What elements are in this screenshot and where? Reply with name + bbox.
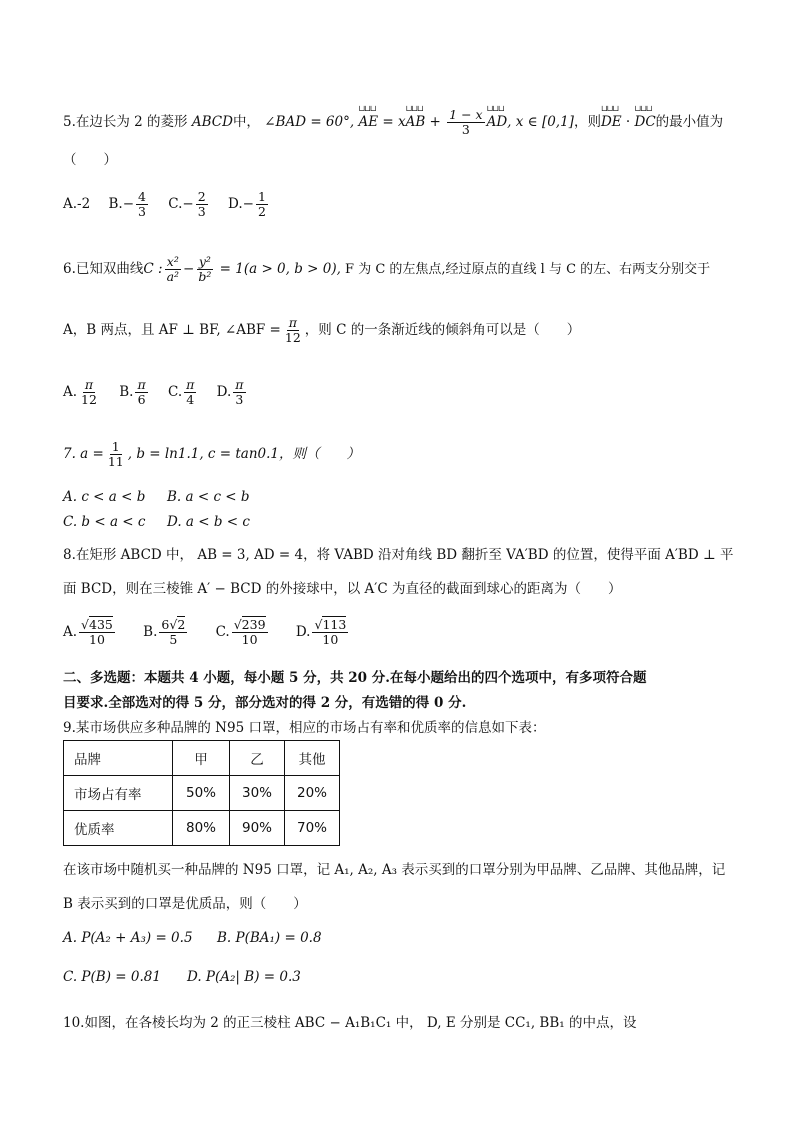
q6-frac-angle bbox=[283, 316, 303, 345]
section2-line2 bbox=[63, 697, 466, 711]
table-cell: 50% bbox=[173, 776, 230, 811]
q6-b-frac bbox=[135, 378, 147, 407]
q5-paren bbox=[63, 154, 117, 168]
q7-num: 1 bbox=[111, 439, 120, 454]
q6-a-pi: π bbox=[84, 377, 94, 392]
q5-vec-ab: ⊔⊔⊔ AB bbox=[406, 116, 426, 130]
q5-c-num: 2 bbox=[197, 189, 206, 204]
q6-b-pi: π bbox=[137, 377, 146, 392]
q8-c-pre: C. bbox=[215, 623, 230, 640]
section2-line2-text: 目要求.全部选对的得 5 分，部分选对的得 2 分，有选错的得 0 分. bbox=[63, 695, 467, 711]
q8-d-den: 10 bbox=[322, 631, 339, 647]
q5-vec-ae: ⊔⊔⊔ AE bbox=[358, 116, 378, 130]
q8-option-b bbox=[143, 618, 189, 647]
q6-c: C : bbox=[143, 260, 163, 277]
q5-options bbox=[63, 190, 284, 219]
q6-option-c bbox=[168, 378, 198, 407]
q8-line1-text: 8.在矩形 ABCD 中， AB = 3, AD = 4，将 VABD 沿对角线 BD 翻折至 VA′BD 的位置，使得平面 A′BD ⊥ 平 bbox=[63, 547, 734, 563]
q9-options-row2 bbox=[63, 971, 315, 985]
q10-stem bbox=[63, 1017, 636, 1031]
table-header-cell: 乙 bbox=[230, 741, 285, 776]
q8-b-pre: B. bbox=[143, 623, 158, 640]
q6-d-den: 3 bbox=[235, 391, 244, 407]
q5-b-pre: B.− bbox=[108, 195, 135, 212]
q6-a2: a² bbox=[166, 268, 180, 284]
q6-c-pi: π bbox=[186, 377, 195, 392]
q8-a-rad: 435 bbox=[89, 617, 113, 632]
q9-table bbox=[63, 740, 340, 846]
q5-d-num: 1 bbox=[257, 189, 266, 204]
q6-c-pre: C. bbox=[167, 383, 183, 400]
q5-plus: + bbox=[425, 113, 446, 130]
q5-d-frac bbox=[256, 190, 268, 219]
q5-fraction bbox=[447, 108, 484, 137]
q8-option-d bbox=[296, 618, 350, 647]
q7-frac bbox=[106, 440, 126, 469]
q10-stem-text: 10.如图，在各棱长均为 2 的正三棱柱 ABC − A₁B₁C₁ 中， D, E 分别是 CC₁, BB₁ 的中点，设 bbox=[63, 1015, 637, 1031]
q7-pre: 7. a = bbox=[63, 445, 104, 462]
q9-option-b: B. P(BA₁) = 0.8 bbox=[217, 930, 322, 946]
q6-b-pre: B. bbox=[119, 383, 134, 400]
q8-option-a bbox=[63, 618, 117, 647]
q6-stem-text: 6.已知双曲线 bbox=[63, 260, 144, 277]
q8-a-pre: A. bbox=[63, 623, 78, 640]
q9-line2 bbox=[63, 864, 725, 878]
q9-line2-text: 在该市场中随机买一种品牌的 N95 口罩，记 A₁, A₂, A₃ 表示买到的口罩分别为甲品牌、乙品牌、其他品牌，记 bbox=[63, 862, 726, 878]
section2-line1-text: 二、多选题：本题共 4 小题，每小题 5 分，共 20 分.在每小题给出的四个选项中，有多项符合题 bbox=[63, 670, 647, 686]
q6-line2 bbox=[63, 316, 580, 345]
table-cell: 20% bbox=[285, 776, 340, 811]
q8-line2-text: 面 BCD，则在三棱锥 A′ − BCD 的外接球中，以 A′C 为直径的截面到球心的距离为（ ） bbox=[63, 581, 622, 597]
q5-dot: · bbox=[621, 113, 635, 130]
q7-option-b: B. a < c < b bbox=[167, 489, 250, 505]
q8-b-frac bbox=[159, 618, 187, 647]
q7-option-d: D. a < b < c bbox=[167, 514, 250, 530]
q6-rest: = 1(a > 0, b > 0), bbox=[215, 260, 341, 277]
table-header-cell: 品牌 bbox=[64, 741, 173, 776]
q8-a-frac bbox=[79, 618, 115, 647]
q6-frac-x bbox=[165, 255, 181, 284]
q8-d-frac bbox=[312, 618, 348, 647]
q9-option-d: D. P(A₂| B) = 0.3 bbox=[187, 969, 301, 985]
q5-shape: ABCD bbox=[191, 113, 233, 130]
q8-a-den: 10 bbox=[89, 631, 105, 647]
q8-c-frac bbox=[232, 618, 268, 647]
table-row bbox=[64, 741, 340, 776]
q7-option-a: A. c < a < b bbox=[63, 489, 146, 505]
q6-pi: π bbox=[288, 315, 297, 330]
q8-d-rad: 113 bbox=[322, 617, 347, 632]
q5-c-den: 3 bbox=[197, 203, 206, 219]
q5-c-pre: C.− bbox=[168, 195, 194, 212]
table-header-cell: 甲 bbox=[173, 741, 230, 776]
q9-line3 bbox=[63, 898, 307, 912]
q9-line3-text: B 表示买到的口罩是优质品，则（ ） bbox=[63, 896, 307, 912]
section2-line1 bbox=[63, 672, 646, 686]
q5-d-den: 2 bbox=[257, 203, 266, 219]
q9-option-c: C. P(B) = 0.81 bbox=[63, 969, 161, 985]
table-cell: 80% bbox=[173, 811, 230, 846]
q8-c-den: 10 bbox=[241, 631, 258, 647]
q8-b-numer: 6√2 bbox=[161, 617, 186, 632]
q6-option-d bbox=[217, 378, 248, 407]
q5-eq: = x bbox=[378, 113, 406, 130]
q6-a-frac bbox=[79, 378, 99, 407]
q8-options bbox=[63, 618, 364, 647]
q6-y2: y² bbox=[198, 254, 211, 269]
q7-stem bbox=[63, 440, 360, 469]
q8-d-numer: √113 bbox=[314, 617, 347, 632]
q5-angle: ∠BAD = 60°, bbox=[264, 113, 355, 130]
q6-option-b bbox=[119, 378, 149, 407]
q8-line1 bbox=[63, 549, 733, 563]
q8-b-coef: 6 bbox=[161, 617, 170, 632]
q8-line2 bbox=[63, 583, 621, 597]
q6-stem bbox=[63, 255, 710, 284]
q6-line2b: ，则 C 的一条渐近线的倾斜角可以是（ ） bbox=[304, 321, 581, 338]
q9-options-row1 bbox=[63, 932, 336, 946]
q6-d-frac bbox=[233, 378, 245, 407]
q8-a-numer: √435 bbox=[81, 617, 113, 632]
q5-option-c bbox=[168, 190, 209, 219]
q6-a-den: 12 bbox=[81, 391, 97, 407]
q7-options-row2 bbox=[63, 516, 264, 530]
q6-x2: x² bbox=[166, 254, 179, 269]
q5-mid: 中， bbox=[232, 113, 260, 130]
table-cell: 70% bbox=[285, 811, 340, 846]
q6-d-pre: D. bbox=[216, 383, 232, 400]
q5-option-a: A.-2 bbox=[63, 195, 91, 212]
q7-option-c: C. b < a < c bbox=[63, 514, 146, 530]
q8-b-den: 5 bbox=[169, 631, 178, 647]
q5-then: ，则 bbox=[573, 113, 601, 130]
q5-domain: , x ∈ [0,1] bbox=[507, 113, 574, 130]
q7-post: , b = ln1.1, c = tan0.1，则（ ） bbox=[127, 445, 361, 462]
q5-frac-num: 1 − x bbox=[449, 107, 483, 122]
q6-option-a bbox=[63, 378, 101, 407]
q6-b2: b² bbox=[198, 268, 212, 284]
q8-d-pre: D. bbox=[295, 623, 311, 640]
q8-option-c bbox=[216, 618, 270, 647]
table-cell: 30% bbox=[230, 776, 285, 811]
q6-minus: − bbox=[183, 260, 195, 277]
q5-d-pre: D.− bbox=[227, 195, 254, 212]
q5-vec-ad: ⊔⊔⊔ AD bbox=[487, 116, 508, 130]
q9-option-a: A. P(A₂ + A₃) = 0.5 bbox=[63, 930, 193, 946]
q6-a-pre: A. bbox=[63, 383, 78, 400]
table-row bbox=[64, 811, 340, 846]
table-row bbox=[64, 776, 340, 811]
q5-frac-den: 3 bbox=[461, 121, 470, 137]
q9-stem-text: 9.某市场供应多种品牌的 N95 口罩，相应的市场占有率和优质率的信息如下表： bbox=[63, 720, 546, 736]
q6-line2a: A，B 两点，且 AF ⊥ BF, ∠ABF = bbox=[63, 321, 281, 338]
table-header-cell: 其他 bbox=[285, 741, 340, 776]
q6-c-den: 4 bbox=[186, 391, 195, 407]
q8-c-numer: √239 bbox=[233, 617, 266, 632]
q7-den: 11 bbox=[107, 453, 124, 469]
q5-vec-dc: ⊔⊔⊔ DC bbox=[635, 116, 656, 130]
q8-c-rad: 239 bbox=[241, 617, 266, 632]
table-cell: 90% bbox=[230, 811, 285, 846]
q5-option-b bbox=[109, 190, 150, 219]
table-cell: 优质率 bbox=[64, 811, 173, 846]
q5-paren-text: （ ） bbox=[63, 152, 117, 168]
q6-twelve: 12 bbox=[284, 329, 301, 345]
q6-c-frac bbox=[184, 378, 196, 407]
q5-b-frac bbox=[136, 190, 148, 219]
q8-b-rad: 2 bbox=[177, 617, 186, 632]
q5-c-frac bbox=[196, 190, 208, 219]
q5-vec-de: ⊔⊔⊔ DE bbox=[601, 116, 622, 130]
q9-stem bbox=[63, 722, 545, 736]
q5-b-num: 4 bbox=[138, 189, 146, 204]
q6-frac-y bbox=[196, 255, 213, 284]
table-cell: 市场占有率 bbox=[64, 776, 173, 811]
q5-option-d bbox=[228, 190, 270, 219]
q6-b-den: 6 bbox=[137, 391, 146, 407]
q5-tail: 的最小值为 bbox=[655, 113, 724, 130]
q6-d-pi: π bbox=[235, 377, 244, 392]
q5-b-den: 3 bbox=[138, 203, 146, 219]
q5-stem-text: 5.在边长为 2 的菱形 bbox=[63, 113, 188, 130]
q6-options bbox=[63, 378, 262, 407]
q7-options-row1 bbox=[63, 491, 264, 505]
q5-stem bbox=[63, 108, 723, 137]
q6-f-text: F 为 C 的左焦点,经过原点的直线 l 与 C 的左、右两支分别交于 bbox=[340, 261, 711, 277]
